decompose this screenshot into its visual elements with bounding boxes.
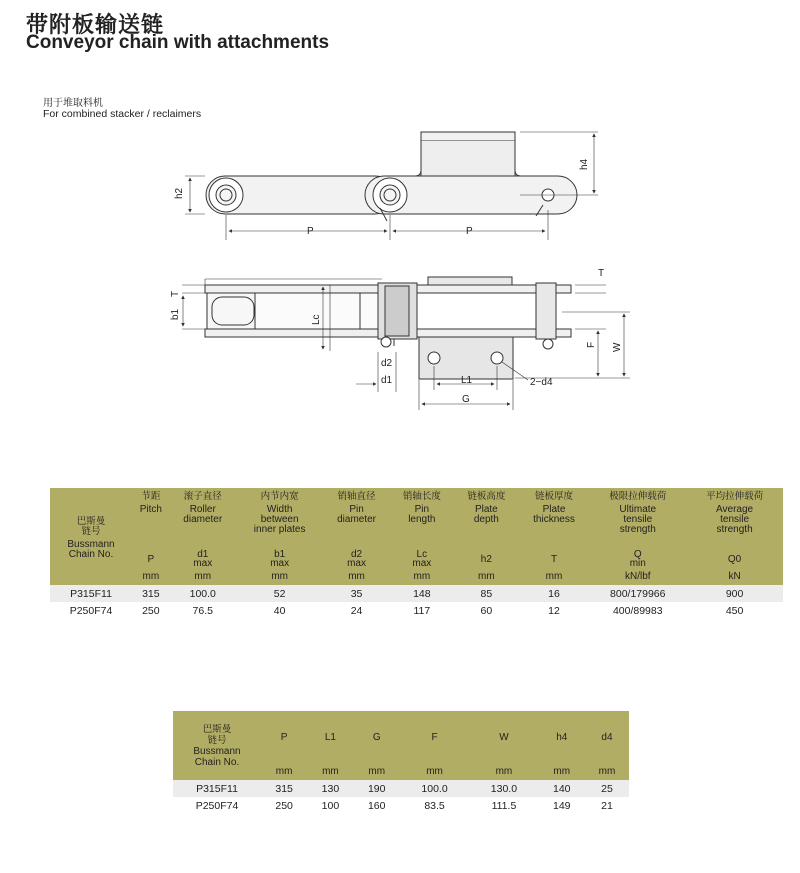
dim-F: F <box>586 341 597 348</box>
dim-T-left: T <box>170 290 181 297</box>
column-symbol: h4 <box>539 711 585 763</box>
value-cell: 190 <box>354 780 400 797</box>
column-unit: mm <box>324 569 390 585</box>
column-symbol: P <box>261 711 307 763</box>
chain-spec-table <box>50 488 783 619</box>
value-cell: 315 <box>132 585 170 602</box>
value-cell: 12 <box>548 604 560 617</box>
side-view <box>185 132 598 240</box>
column-unit: mm <box>307 763 353 780</box>
page-title-en: Conveyor chain with attachments <box>26 32 330 53</box>
dim-pitch-left: P <box>307 226 314 237</box>
dim-pitch-right: P <box>466 226 473 237</box>
column-unit: mm <box>539 763 585 780</box>
column-unit: mm <box>236 569 324 585</box>
column-symbol: W <box>469 711 538 763</box>
value-cell: 100 <box>321 799 340 812</box>
value-cell: 100.0 <box>400 780 469 797</box>
dim-d2: d2 <box>381 358 393 369</box>
column-header: 平均拉伸载荷 Average tensile strength <box>686 488 783 549</box>
value-cell: 315 <box>261 780 307 797</box>
value-cell: 148 <box>390 585 455 602</box>
column-symbol: F <box>400 711 469 763</box>
column-symbol: d2 max <box>324 549 390 569</box>
column-symbol: h2 <box>454 549 519 569</box>
application-note-en: For combined stacker / reclaimers <box>43 108 202 120</box>
table-row <box>173 780 629 797</box>
column-unit: mm <box>132 569 170 585</box>
column-header: 滚子直径 Roller diameter <box>170 488 236 549</box>
value-cell: 800/179966 <box>589 585 686 602</box>
dim-h4: h4 <box>579 158 590 170</box>
value-cell: 83.5 <box>424 799 445 812</box>
model-cell: P250F74 <box>195 799 239 812</box>
value-cell: 111.5 <box>491 799 517 812</box>
application-note-cn: 用于堆取料机 <box>43 98 103 109</box>
chain-technical-drawing <box>0 120 800 420</box>
column-symbol: b1 max <box>236 549 324 569</box>
table-row <box>50 585 783 602</box>
column-header: 销轴长度 Pin length <box>390 488 455 549</box>
value-cell: 40 <box>273 604 286 617</box>
column-unit: mm <box>390 569 455 585</box>
dim-Lc: Lc <box>311 314 322 325</box>
table-row <box>173 797 629 814</box>
value-cell: 149 <box>553 799 571 812</box>
dim-b1: b1 <box>170 308 181 320</box>
dim-d1: d1 <box>381 375 393 386</box>
column-unit: mm <box>454 569 519 585</box>
dim-G: G <box>462 394 470 405</box>
column-unit: kN <box>686 569 783 585</box>
value-cell: 117 <box>413 604 431 617</box>
value-cell: 21 <box>601 799 613 812</box>
model-cell: P315F11 <box>50 585 132 602</box>
column-unit: mm <box>519 569 590 585</box>
dim-h2: h2 <box>174 187 185 199</box>
column-symbol: G <box>354 711 400 763</box>
column-header: 节距 Pitch <box>132 488 170 549</box>
value-cell: 85 <box>454 585 519 602</box>
model-cell: P250F74 <box>69 604 113 617</box>
column-symbol: d4 <box>585 711 629 763</box>
value-cell: 900 <box>686 585 783 602</box>
model-header: 巴斯曼 链号 Bussmann Chain No. <box>173 711 261 780</box>
value-cell: 250 <box>142 604 160 617</box>
value-cell: 250 <box>275 799 293 812</box>
column-unit: kN/lbf <box>589 569 686 585</box>
column-symbol: Q0 <box>686 549 783 569</box>
value-cell: 52 <box>236 585 324 602</box>
value-cell: 35 <box>324 585 390 602</box>
table-row <box>50 602 783 619</box>
value-cell: 140 <box>539 780 585 797</box>
dim-L1: L1 <box>461 375 473 386</box>
column-header: 销轴直径 Pin diameter <box>324 488 390 549</box>
column-symbol: L1 <box>307 711 353 763</box>
column-symbol: P <box>132 549 170 569</box>
top-view <box>182 277 630 410</box>
table-unit-row <box>50 569 783 585</box>
column-symbol: T <box>519 549 590 569</box>
dim-T-right: T <box>598 268 605 279</box>
table-symbol-row <box>50 549 783 569</box>
value-cell: 25 <box>585 780 629 797</box>
column-unit: mm <box>170 569 236 585</box>
column-header: 链板厚度 Plate thickness <box>519 488 590 549</box>
column-unit: mm <box>400 763 469 780</box>
table-header-row <box>173 711 629 763</box>
column-unit: mm <box>261 763 307 780</box>
page-title-cn: 带附板输送链 <box>26 13 165 38</box>
value-cell: 450 <box>725 604 744 617</box>
column-header: 链板高度 Plate depth <box>454 488 519 549</box>
attachment-spec-table <box>173 711 629 814</box>
value-cell: 24 <box>350 604 363 617</box>
dim-d4: 2−d4 <box>530 377 553 388</box>
column-unit: mm <box>469 763 538 780</box>
value-cell: 400/89983 <box>612 604 663 617</box>
model-header: 巴斯曼 链号 Bussmann Chain No. <box>50 488 132 585</box>
value-cell: 100.0 <box>170 585 236 602</box>
model-cell: P315F11 <box>173 780 261 797</box>
value-cell: 130 <box>307 780 353 797</box>
column-header: 内节内宽 Width between inner plates <box>236 488 324 549</box>
column-header: 极限拉伸载荷 Ultimate tensile strength <box>589 488 686 549</box>
column-unit: mm <box>585 763 629 780</box>
value-cell: 60 <box>480 604 493 617</box>
column-unit: mm <box>354 763 400 780</box>
value-cell: 160 <box>367 799 386 812</box>
column-symbol: Lc max <box>390 549 455 569</box>
value-cell: 130.0 <box>469 780 538 797</box>
dim-W: W <box>612 342 623 352</box>
column-symbol: Q min <box>589 549 686 569</box>
column-symbol: d1 max <box>170 549 236 569</box>
value-cell: 76.5 <box>192 604 213 617</box>
table-header-row <box>50 488 783 549</box>
value-cell: 16 <box>519 585 590 602</box>
